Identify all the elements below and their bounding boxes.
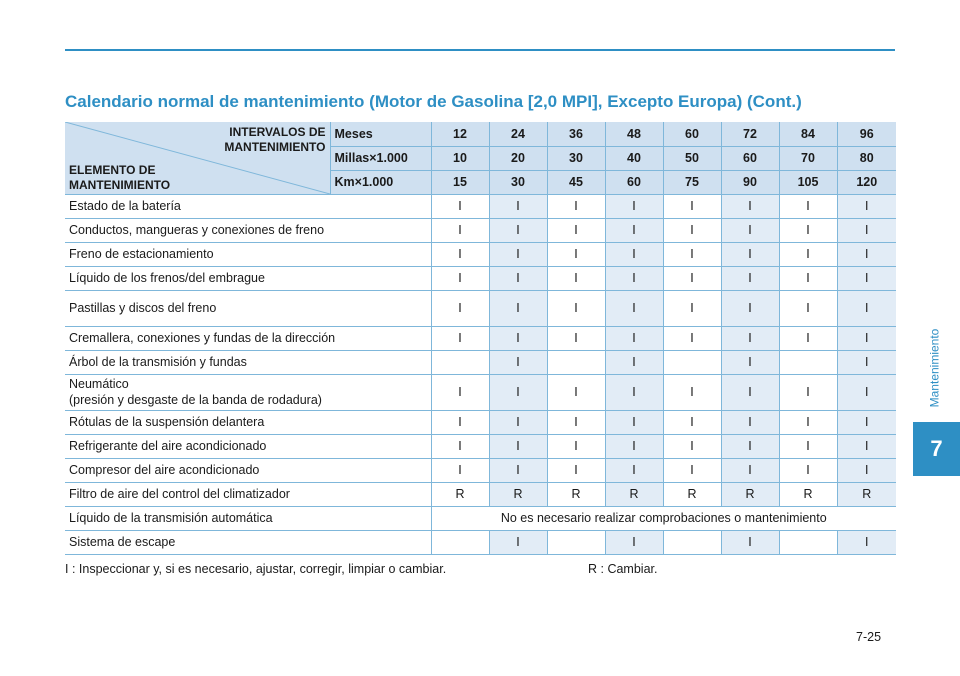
schedule-cell: I [837, 350, 896, 374]
schedule-cell: I [663, 242, 721, 266]
item-name: Líquido de la transmisión automática [69, 511, 273, 525]
schedule-cell: I [431, 266, 489, 290]
schedule-cell: I [663, 326, 721, 350]
schedule-cell: I [547, 434, 605, 458]
schedule-cell: I [779, 410, 837, 434]
interval-value: 60 [663, 122, 721, 146]
schedule-cell: I [837, 434, 896, 458]
item-name-cell [65, 218, 431, 242]
header-row [65, 122, 896, 146]
table-row [65, 350, 896, 374]
schedule-cell: I [837, 410, 896, 434]
schedule-cell: I [837, 326, 896, 350]
table-row [65, 458, 896, 482]
chapter-tab [913, 422, 960, 476]
schedule-cell: I [837, 374, 896, 410]
schedule-cell: I [547, 410, 605, 434]
schedule-cell [779, 350, 837, 374]
schedule-cell: I [431, 326, 489, 350]
interval-value: 60 [721, 146, 779, 170]
schedule-cell [547, 350, 605, 374]
schedule-cell: I [663, 194, 721, 218]
schedule-cell: R [663, 482, 721, 506]
interval-value: 40 [605, 146, 663, 170]
table-row [65, 434, 896, 458]
schedule-cell: R [721, 482, 779, 506]
interval-value: 36 [547, 122, 605, 146]
item-name-cell [65, 194, 431, 218]
schedule-cell: I [605, 434, 663, 458]
table-row [65, 326, 896, 350]
item-name: Sistema de escape [69, 535, 176, 549]
item-name-cell [65, 266, 431, 290]
schedule-cell: I [605, 350, 663, 374]
item-name: Rótulas de la suspensión delantera [69, 415, 265, 429]
interval-value: 60 [605, 170, 663, 194]
interval-unit-label: Km×1.000 [330, 170, 431, 194]
schedule-cell: I [547, 266, 605, 290]
schedule-cell: I [605, 458, 663, 482]
schedule-cell: I [547, 290, 605, 326]
interval-value: 72 [721, 122, 779, 146]
item-name-cell [65, 458, 431, 482]
schedule-cell: I [779, 242, 837, 266]
intervals-label-line1: INTERVALOS DE [229, 125, 326, 139]
schedule-cell: I [837, 242, 896, 266]
item-label-line1: ELEMENTO DE [69, 162, 156, 177]
schedule-cell: I [721, 266, 779, 290]
interval-value: 90 [721, 170, 779, 194]
schedule-cell: R [547, 482, 605, 506]
interval-value: 70 [779, 146, 837, 170]
interval-value: 45 [547, 170, 605, 194]
schedule-cell: I [489, 218, 547, 242]
schedule-cell: I [605, 326, 663, 350]
item-name-cell [65, 350, 431, 374]
schedule-cell: I [721, 434, 779, 458]
item-name-cell [65, 410, 431, 434]
schedule-cell: I [663, 290, 721, 326]
schedule-cell: I [721, 350, 779, 374]
schedule-cell [431, 350, 489, 374]
schedule-cell: I [721, 374, 779, 410]
interval-unit-label: Meses [330, 122, 431, 146]
schedule-cell: I [779, 218, 837, 242]
schedule-cell: I [489, 434, 547, 458]
interval-value: 80 [837, 146, 896, 170]
schedule-cell: I [779, 266, 837, 290]
schedule-cell: I [547, 326, 605, 350]
schedule-cell: I [489, 530, 547, 554]
schedule-cell: I [547, 242, 605, 266]
legend-inspect: I : Inspeccionar y, si es necesario, ajustar, corregir, limpiar o cambiar. [65, 562, 447, 576]
item-name: Neumático [69, 377, 129, 391]
schedule-cell: I [605, 374, 663, 410]
table-row [65, 218, 896, 242]
interval-value: 120 [837, 170, 896, 194]
schedule-cell: I [431, 434, 489, 458]
schedule-cell: I [431, 242, 489, 266]
interval-value: 96 [837, 122, 896, 146]
schedule-cell: I [605, 410, 663, 434]
intervals-label [224, 125, 325, 155]
page-title: Calendario normal de mantenimiento (Motor de Gasolina [2,0 MPI], Excepto Europa) (Cont.) [65, 92, 802, 111]
schedule-cell: R [837, 482, 896, 506]
page-number: 7-25 [856, 630, 882, 644]
table-row [65, 506, 896, 530]
schedule-cell [779, 530, 837, 554]
section-side-label [923, 308, 945, 428]
schedule-cell: I [605, 218, 663, 242]
schedule-cell: R [605, 482, 663, 506]
item-name: Cremallera, conexiones y fundas de la dirección [69, 331, 336, 345]
schedule-cell: I [605, 530, 663, 554]
schedule-cell: I [489, 290, 547, 326]
table-row [65, 194, 896, 218]
schedule-cell: I [663, 434, 721, 458]
schedule-cell: I [721, 218, 779, 242]
schedule-cell: I [721, 410, 779, 434]
item-name: Pastillas y discos del freno [69, 301, 217, 315]
interval-value: 105 [779, 170, 837, 194]
item-name: Compresor del aire acondicionado [69, 463, 260, 477]
item-note: No es necesario realizar comprobaciones o mantenimiento [431, 506, 896, 530]
item-name-cell [65, 242, 431, 266]
schedule-cell: I [489, 266, 547, 290]
schedule-cell: I [721, 530, 779, 554]
schedule-cell: I [779, 290, 837, 326]
schedule-cell: R [431, 482, 489, 506]
interval-value: 75 [663, 170, 721, 194]
schedule-cell: I [431, 374, 489, 410]
schedule-cell: I [837, 458, 896, 482]
schedule-cell: I [779, 458, 837, 482]
table-row [65, 482, 896, 506]
item-name: Árbol de la transmisión y fundas [69, 355, 247, 369]
item-name-detail: (presión y desgaste de la banda de rodadura) [69, 393, 322, 407]
schedule-cell: I [489, 242, 547, 266]
schedule-cell: I [489, 374, 547, 410]
maintenance-schedule-table [65, 122, 896, 555]
schedule-cell: I [547, 194, 605, 218]
schedule-cell [663, 350, 721, 374]
top-rule [65, 49, 895, 51]
item-name-cell [65, 374, 431, 410]
item-name-cell [65, 530, 431, 554]
header-corner-cell [65, 122, 330, 194]
item-name: Líquido de los frenos/del embrague [69, 271, 265, 285]
schedule-cell: I [489, 326, 547, 350]
item-name: Estado de la batería [69, 199, 181, 213]
interval-value: 50 [663, 146, 721, 170]
schedule-cell: I [547, 218, 605, 242]
schedule-cell: I [663, 218, 721, 242]
schedule-cell: R [779, 482, 837, 506]
schedule-cell: I [547, 458, 605, 482]
table-row [65, 410, 896, 434]
interval-unit-label: Millas×1.000 [330, 146, 431, 170]
table-row [65, 266, 896, 290]
schedule-cell: I [489, 458, 547, 482]
schedule-cell: I [837, 290, 896, 326]
interval-value: 30 [547, 146, 605, 170]
chapter-number: 7 [930, 436, 943, 461]
item-name: Filtro de aire del control del climatizador [69, 487, 290, 501]
schedule-cell: I [431, 194, 489, 218]
schedule-cell: I [431, 458, 489, 482]
schedule-cell: I [779, 434, 837, 458]
schedule-cell: I [605, 194, 663, 218]
legend-replace: R : Cambiar. [588, 562, 658, 576]
schedule-cell: I [489, 194, 547, 218]
table-row [65, 530, 896, 554]
section-name: Mantenimiento [927, 328, 941, 408]
schedule-cell: I [779, 326, 837, 350]
schedule-cell: I [489, 350, 547, 374]
item-name-cell [65, 482, 431, 506]
schedule-cell: I [489, 410, 547, 434]
item-name: Freno de estacionamiento [69, 247, 214, 261]
legend [65, 562, 658, 576]
item-name-cell [65, 290, 431, 326]
schedule-cell: I [605, 266, 663, 290]
table-row [65, 374, 896, 410]
schedule-cell: I [721, 326, 779, 350]
interval-value: 10 [431, 146, 489, 170]
schedule-cell: I [663, 374, 721, 410]
interval-value: 84 [779, 122, 837, 146]
schedule-cell: I [721, 194, 779, 218]
item-label [69, 163, 170, 193]
interval-value: 24 [489, 122, 547, 146]
item-name: Refrigerante del aire acondicionado [69, 439, 267, 453]
schedule-cell: I [721, 290, 779, 326]
schedule-cell: I [663, 458, 721, 482]
schedule-cell: I [431, 290, 489, 326]
interval-value: 12 [431, 122, 489, 146]
intervals-label-line2: MANTENIMIENTO [224, 140, 326, 154]
schedule-cell: I [605, 290, 663, 326]
item-name-cell [65, 326, 431, 350]
schedule-cell: I [779, 374, 837, 410]
schedule-cell: I [837, 266, 896, 290]
interval-value: 48 [605, 122, 663, 146]
schedule-cell: I [663, 410, 721, 434]
interval-value: 30 [489, 170, 547, 194]
schedule-cell: I [721, 458, 779, 482]
schedule-cell [547, 530, 605, 554]
schedule-cell: I [779, 194, 837, 218]
schedule-cell: I [721, 242, 779, 266]
schedule-cell: I [837, 530, 896, 554]
table-row [65, 290, 896, 326]
schedule-cell: I [431, 218, 489, 242]
schedule-cell: I [837, 194, 896, 218]
table-row [65, 242, 896, 266]
schedule-cell: I [837, 218, 896, 242]
schedule-cell: I [547, 374, 605, 410]
schedule-cell: R [489, 482, 547, 506]
schedule-cell [431, 530, 489, 554]
schedule-cell [663, 530, 721, 554]
interval-value: 15 [431, 170, 489, 194]
schedule-cell: I [605, 242, 663, 266]
schedule-cell: I [663, 266, 721, 290]
item-label-line2: MANTENIMIENTO [69, 177, 171, 192]
schedule-cell: I [431, 410, 489, 434]
interval-value: 20 [489, 146, 547, 170]
item-name: Conductos, mangueras y conexiones de freno [69, 223, 325, 237]
item-name-cell [65, 506, 431, 530]
item-name-cell [65, 434, 431, 458]
